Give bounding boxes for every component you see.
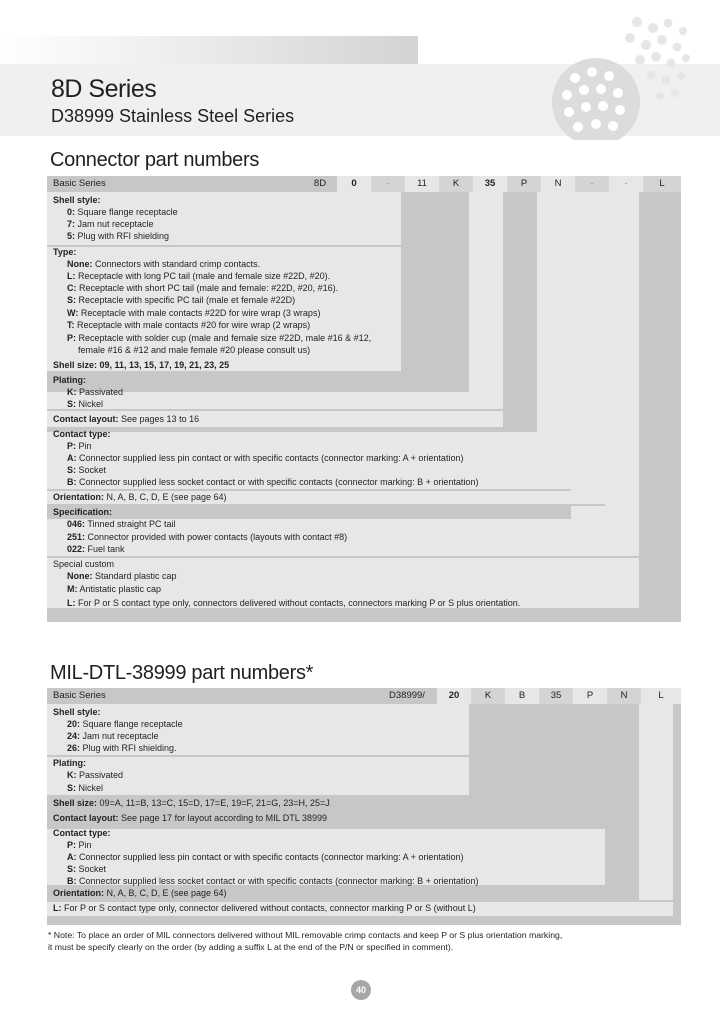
special-custom-option: M: Antistatic plastic cap	[67, 584, 162, 594]
type-option: S: Receptacle with specific PC tail (male et female #22D)	[67, 295, 296, 305]
basic-series-label: Basic Series	[53, 690, 106, 701]
code-cell: 8D	[303, 176, 337, 192]
code-cell: K	[471, 688, 505, 704]
type-option: C: Receptacle with short PC tail (male and female: #22D, #20, #16).	[67, 283, 339, 293]
contact-type-option: P: Pin	[67, 441, 92, 451]
contact-type-option: A: Connector supplied less pin contact or with specific contacts (connector marking: A + orientation)	[67, 852, 464, 862]
divider	[47, 755, 469, 757]
contact-layout-row: Contact layout: See page 17 for layout according to MIL DTL 38999	[53, 813, 327, 823]
contact-type-option: B: Connector supplied less socket contact or with specific contacts (connector marking: B + orientation)	[67, 876, 479, 886]
connector-part-number-table	[47, 176, 681, 622]
plating-option: K: Passivated	[67, 770, 124, 780]
plating-option: K: Passivated	[67, 387, 124, 397]
code-cell: K	[439, 176, 473, 192]
mil-part-number-table	[47, 688, 681, 925]
contact-type-option: P: Pin	[67, 840, 92, 850]
plating-caption: Plating:	[53, 375, 86, 385]
contact-type-option: B: Connector supplied less socket contact or with specific contacts (connector marking: B + orientation)	[67, 477, 479, 487]
code-cell: N	[541, 176, 575, 192]
shell-size-row: Shell size: 09=A, 11=B, 13=C, 15=D, 17=E, 19=F, 21=G, 23=H, 25=J	[53, 798, 330, 808]
code-cell: L	[643, 176, 681, 192]
code-cell: L	[641, 688, 681, 704]
divider	[47, 556, 639, 558]
divider	[47, 504, 605, 506]
code-cell: D38999/	[377, 688, 437, 704]
special-custom-caption: Special custom	[53, 559, 115, 569]
shell-style-option: 0: Square flange receptacle	[67, 207, 178, 217]
shell-style-caption: Shell style:	[53, 707, 101, 717]
specification-caption: Specification:	[53, 507, 113, 517]
l-suffix-note: L: For P or S contact type only, connectors delivered without contacts, connectors marking P or S plus orientation.	[67, 598, 521, 608]
plating-caption: Plating:	[53, 758, 86, 768]
footnote-line-2: it must be specify clearly on the order (by adding a suffix L at the end of the P/N or specified in comment).	[48, 942, 454, 952]
section-title-connector-part-numbers: Connector part numbers	[50, 149, 260, 171]
code-cell: 0	[337, 176, 371, 192]
code-cell: P	[507, 176, 541, 192]
shell-style-option: 5: Plug with RFI shielding	[67, 231, 170, 241]
specification-option: 046: Tinned straight PC tail	[67, 519, 176, 529]
series-subtitle: D38999 Stainless Steel Series	[51, 106, 295, 126]
shell-style-option: 26: Plug with RFI shielding.	[67, 743, 177, 753]
shell-style-option: 20: Square flange receptacle	[67, 719, 183, 729]
code-cell: 35	[473, 176, 507, 192]
shell-style-option: 7: Jam nut receptacle	[67, 219, 154, 229]
code-cell: -	[609, 176, 643, 192]
orientation-row: Orientation: N, A, B, C, D, E (see page 64)	[53, 492, 227, 502]
specification-option: 022: Fuel tank	[67, 544, 125, 554]
type-option: L: Receptacle with long PC tail (male and female size #22D, #20).	[67, 271, 331, 281]
code-cell: 11	[405, 176, 439, 192]
contact-type-option: S: Socket	[67, 465, 107, 475]
code-cell: 35	[539, 688, 573, 704]
page-number: 40	[351, 980, 371, 1000]
contact-layout-row: Contact layout: See pages 13 to 16	[53, 414, 200, 424]
code-cell: B	[505, 688, 539, 704]
specification-option: 251: Connector provided with power contacts (layouts with contact #8)	[67, 532, 348, 542]
code-cell: -	[575, 176, 609, 192]
divider	[47, 409, 503, 411]
basic-series-label: Basic Series	[53, 178, 106, 189]
shell-style-caption: Shell style:	[53, 195, 101, 205]
code-cell: P	[573, 688, 607, 704]
plating-option: S: Nickel	[67, 783, 104, 793]
footnote-line-1: * Note: To place an order of MIL connectors delivered without MIL removable crimp contacts and keep P or S plus orientation marking,	[48, 930, 563, 940]
type-caption: Type:	[53, 247, 77, 257]
special-custom-option: None: Standard plastic cap	[67, 571, 177, 581]
shell-style-option: 24: Jam nut receptacle	[67, 731, 159, 741]
plating-option: S: Nickel	[67, 399, 104, 409]
section-title-mil-part-numbers: MIL-DTL-38999 part numbers*	[50, 662, 314, 684]
type-option: None: Connectors with standard crimp contacts.	[67, 259, 261, 269]
contact-type-option: A: Connector supplied less pin contact or with specific contacts (connector marking: A + orientation)	[67, 453, 464, 463]
contact-type-option: S: Socket	[67, 864, 107, 874]
code-cell: 20	[437, 688, 471, 704]
type-option-continuation: female #16 & #12 and male female #20 please consult us)	[78, 345, 311, 355]
type-option: P: Receptacle with solder cup (male and female size #22D, male #16 & #12,	[67, 333, 372, 343]
contact-type-caption: Contact type:	[53, 429, 111, 439]
type-option: W: Receptacle with male contacts #22D for wire wrap (3 wraps)	[67, 308, 321, 318]
code-cell: -	[371, 176, 405, 192]
divider	[47, 245, 401, 247]
type-option: T: Receptacle with male contacts #20 for wire wrap (2 wraps)	[67, 320, 311, 330]
l-suffix-note: L: For P or S contact type only, connector delivered without contacts, connector marking P or S (without L)	[53, 903, 476, 913]
series-title: 8D Series	[51, 75, 157, 103]
code-cell: N	[607, 688, 641, 704]
shell-size-row: Shell size: 09, 11, 13, 15, 17, 19, 21, 23, 25	[53, 360, 230, 370]
contact-type-caption: Contact type:	[53, 828, 111, 838]
orientation-row: Orientation: N, A, B, C, D, E (see page 64)	[53, 888, 227, 898]
